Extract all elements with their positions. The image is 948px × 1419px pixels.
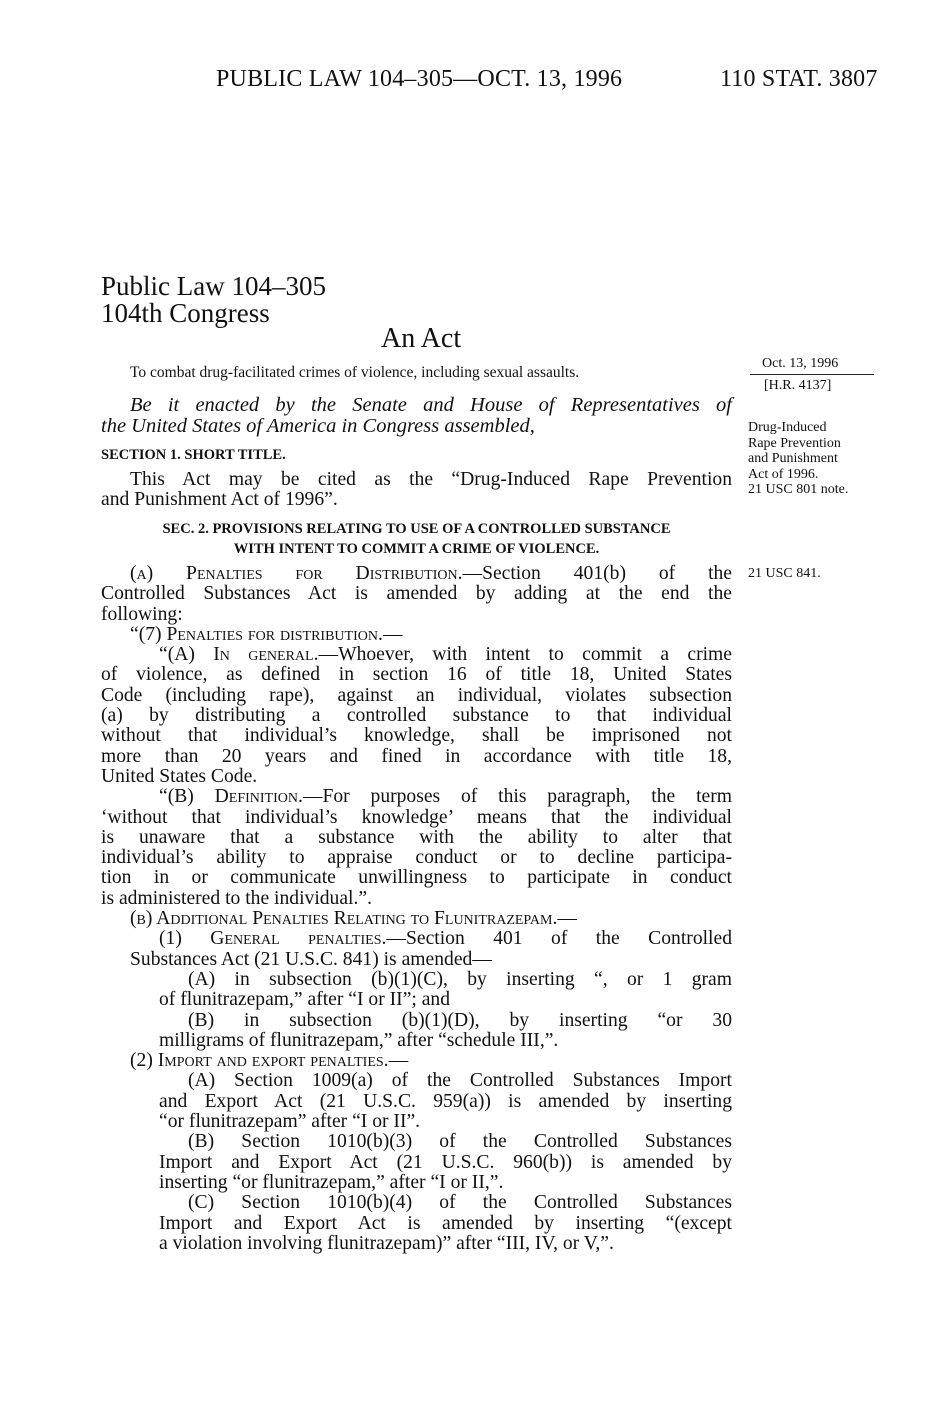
margin-bill-number: [H.R. 4137] [764,378,832,393]
enacting-clause [101,395,732,436]
running-header-left: PUBLIC LAW 104–305—OCT. 13, 1996 [216,66,623,92]
act-purpose: To combat drug-facilitated crimes of violence, including sexual assaults. [130,364,580,381]
text-line: ‘without that individual’s knowledge’ means that the individual [101,806,732,828]
margin-note-line: 21 USC 801 note. [748,482,849,497]
text-line: and Punishment Act of 1996”. [101,489,338,511]
text-line: is unaware that a substance with the ability to alter that [101,826,732,848]
paragraph-a-line [101,645,732,665]
margin-note-line: Rape Prevention [748,435,841,451]
section-2-body [101,564,732,1254]
margin-note-line: Drug-Induced [748,420,827,435]
section-2-heading [101,519,732,559]
text-line: Code (including rape), against an individual, violates subsection [101,684,732,706]
paragraph-b1-label: (1) General penalties. [159,928,387,950]
paragraph-b-text: —For purposes of this paragraph, the term [302,786,732,808]
paragraph-b-line [101,787,732,807]
running-header-page: 110 STAT. 3807 [720,66,878,92]
clause-b2c-line: (C) Section 1010(b)(4) of the Controlled Substances [188,1192,732,1214]
text-line: Import and Export Act (21 U.S.C. 960(b)) is amended by [159,1151,732,1173]
clause-b1b-line: (B) in subsection (b)(1)(D), by inserting “or 30 [188,1009,732,1031]
text-line: This Act may be cited as the “Drug-Induced Rape Prevention [130,469,732,490]
clause-b1a-line: (A) in subsection (b)(1)(C), by inserting “, or 1 gram [188,968,732,990]
subsection-a-line [101,564,732,584]
text-line: individual’s ability to appraise conduct or to decline participa- [101,847,732,869]
clause-b2b-line: (B) Section 1010(b)(3) of the Controlled Substances [188,1131,732,1153]
subsection-b-heading: (b) Additional Penalties Relating to Flunitrazepam.— [130,908,577,930]
margin-short-title-note [748,420,848,498]
paragraph-a-label: “(A) In general. [159,644,319,666]
text-line: Import and Export Act is amended by inserting “(except [159,1212,732,1234]
subsection-a-label: (a) Penalties for Distribution. [130,563,463,584]
text-line: following: [101,603,183,625]
text-line: without that individual’s knowledge, shall be imprisoned not [101,725,732,747]
text-line: more than 20 years and fined in accordance with title 18, [101,745,732,767]
margin-usc-841: 21 USC 841. [748,566,821,581]
text-line: United States Code. [101,765,258,787]
section-1-text [101,470,732,511]
text-line: is administered to the individual.”. [101,887,372,909]
margin-rule [750,374,874,375]
text-line: inserting “or flunitrazepam,” after “I or II,”. [159,1171,504,1193]
margin-note-line: Act of 1996. [748,466,819,482]
text-line: a violation involving flunitrazepam)” after “III, IV, or V,”. [159,1232,614,1254]
text-line: milligrams of flunitrazepam,” after “schedule III,”. [159,1029,559,1051]
text-line: Be it enacted by the Senate and House of Representatives of [130,394,732,416]
paragraph-b1-text: —Section 401 of the Controlled [386,928,732,950]
text-line: and Export Act (21 U.S.C. 959(a)) is amended by inserting [159,1090,732,1112]
section-1-heading: SECTION 1. SHORT TITLE. [101,447,286,463]
margin-date: Oct. 13, 1996 [762,356,839,371]
text-line: the United States of America in Congress assembled, [101,414,535,437]
heading-line: SEC. 2. PROVISIONS RELATING TO USE OF A CONTROLLED SUBSTANCE [162,521,671,537]
paragraph-b2-heading: (2) Import and export penalties.— [130,1050,409,1072]
public-law-number: Public Law 104–305 [101,271,326,301]
text-line: Controlled Substances Act is amended by adding at the end the [101,583,732,605]
margin-note-line: and Punishment [748,451,838,466]
text-line: (a) by distributing a controlled substance to that individual [101,705,732,727]
subsection-a-text: —Section 401(b) of the [462,563,733,584]
text-line: “or flunitrazepam” after “I or II”. [159,1111,421,1133]
text-line: of flunitrazepam,” after “I or II”; and [159,989,451,1011]
paragraph-7-heading: “(7) Penalties for distribution.— [130,623,403,645]
text-line: tion in or communicate unwillingness to participate in conduct [101,867,732,889]
clause-b2a-line: (A) Section 1009(a) of the Controlled Substances Import [188,1070,732,1092]
paragraph-b-label: “(B) Definition. [159,786,303,808]
text-line: of violence, as defined in section 16 of title 18, United States [101,664,732,686]
act-heading: An Act [381,323,462,354]
congress-number: 104th Congress [101,298,270,328]
heading-line: WITH INTENT TO COMMIT A CRIME OF VIOLENCE. [233,541,600,557]
paragraph-b1-line [101,929,732,949]
text-line: Substances Act (21 U.S.C. 841) is amended— [130,948,492,970]
paragraph-a-text: —Whoever, with intent to commit a crime [318,644,732,666]
